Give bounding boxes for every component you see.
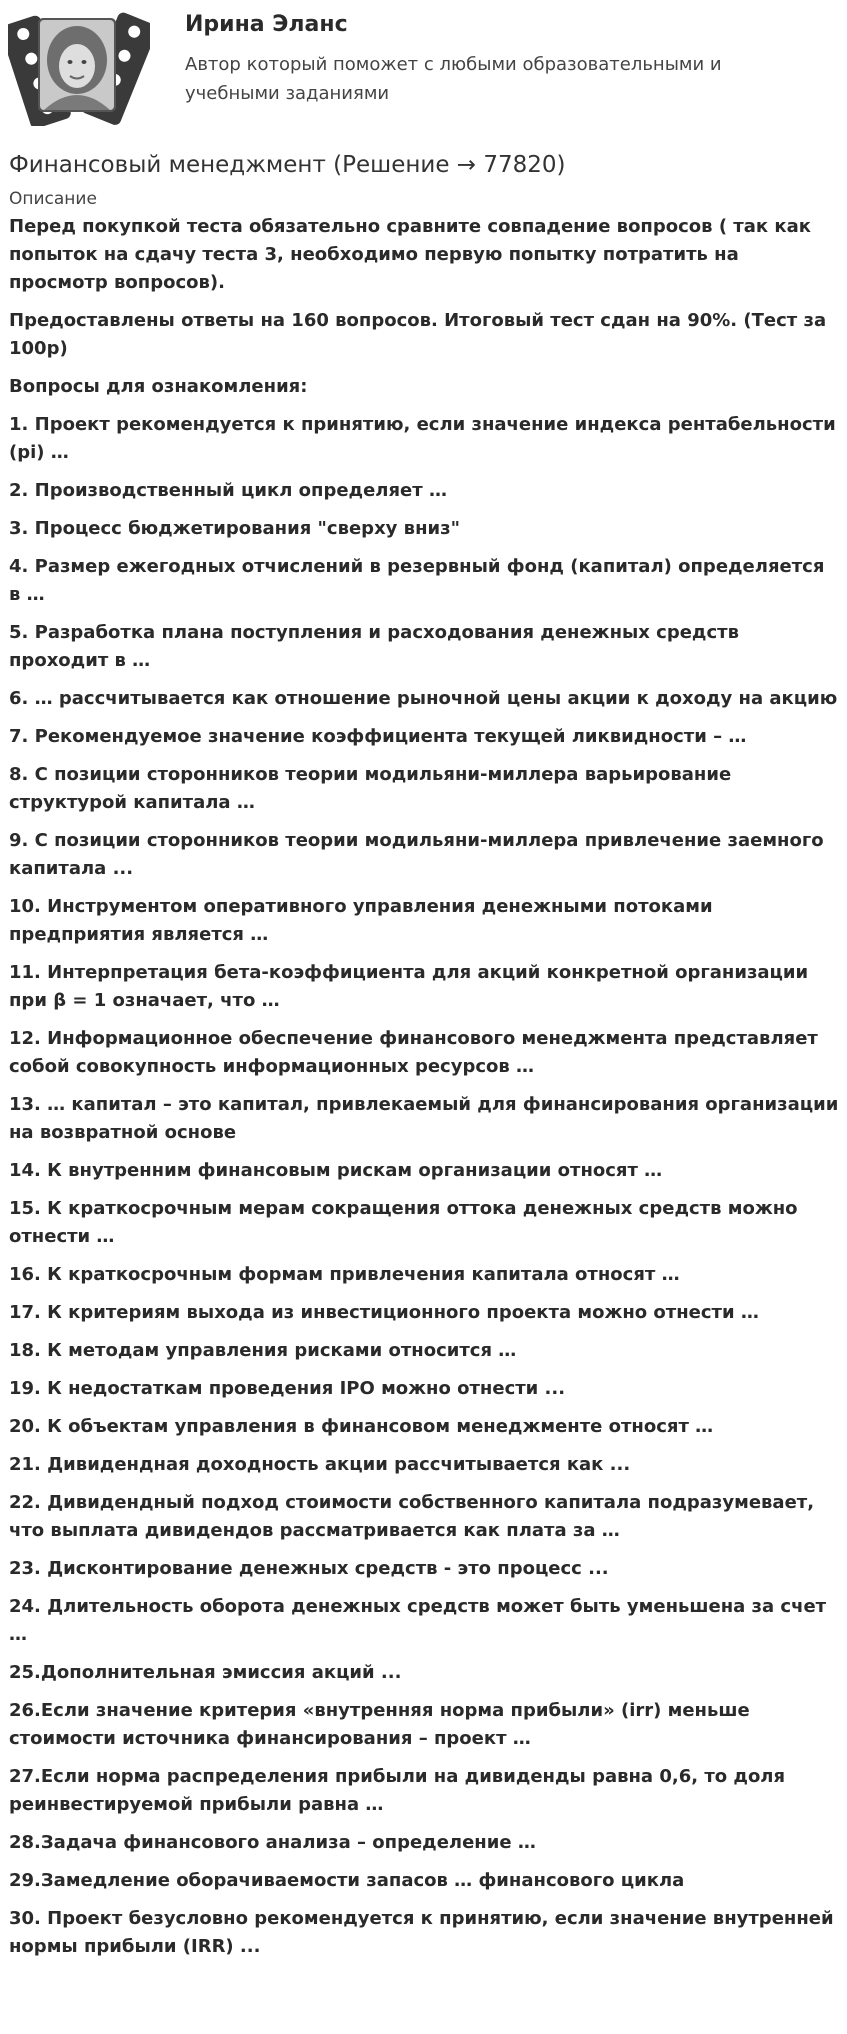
page-title: Финансовый менеджмент (Решение → 77820) (9, 152, 566, 178)
list-item: 2. Производственный цикл определяет … (9, 480, 447, 501)
list-item: 9. С позиции сторонников теории модильяни-миллера привлечение заемного капитала ... (9, 830, 824, 879)
list-item: 13. … капитал – это капитал, привлекаемый для финансирования организации на возвратной основе (9, 1094, 839, 1143)
list-item: 21. Дивидендная доходность акции рассчитывается как ... (9, 1454, 631, 1475)
list-item: 10. Инструментом оперативного управления денежными потоками предприятия является … (9, 896, 713, 945)
list-item: 19. К недостаткам проведения IPO можно отнести ... (9, 1378, 566, 1399)
list-item: 22. Дивидендный подход стоимости собственного капитала подразумевает, что выплата дивидендов рассматривается как плата за … (9, 1492, 815, 1541)
list-item: 14. К внутренним финансовым рискам организации относят … (9, 1160, 663, 1181)
list-item: 17. К критериям выхода из инвестиционного проекта можно отнести … (9, 1302, 759, 1323)
list-item: 6. … рассчитывается как отношение рыночной цены акции к доходу на акцию (9, 688, 838, 709)
list-item: 20. К объектам управления в финансовом менеджменте относят … (9, 1416, 714, 1437)
list-item: 5. Разработка плана поступления и расходования денежных средств проходит в … (9, 622, 739, 671)
list-item: 26.Если значение критерия «внутренняя норма прибыли» (irr) меньше стоимости источника финансирования – проект … (9, 1700, 750, 1749)
author-description: Автор который поможет с любыми образовательными и учебными заданиями (185, 54, 722, 104)
info-paragraph: Предоставлены ответы на 160 вопросов. Итоговый тест сдан на 90%. (Тест за 100р) (9, 310, 827, 359)
list-item: 12. Информационное обеспечение финансового менеджмента представляет собой совокупность информационных ресурсов … (9, 1028, 818, 1077)
author-header (0, 0, 847, 140)
intro-paragraph: Перед покупкой теста обязательно сравните совпадение вопросов ( так как попыток на сдачу теста 3, необходимо первую попытку потратить на просмотр вопросов). (9, 216, 811, 293)
questions-list (9, 411, 839, 1961)
list-item: 3. Процесс бюджетирования "сверху вниз" (9, 518, 460, 539)
list-item: 27.Если норма распределения прибыли на дивиденды равна 0,6, то доля реинвестируемой прибыли равна … (9, 1766, 786, 1815)
list-item: 15. К краткосрочным мерам сокращения оттока денежных средств можно отнести … (9, 1198, 798, 1247)
description-content (9, 148, 839, 1971)
list-item: 8. С позиции сторонников теории модильяни-миллера варьирование структурой капитала … (9, 764, 732, 813)
questions-heading: Вопросы для ознакомления: (9, 376, 308, 397)
list-item: 7. Рекомендуемое значение коэффициента текущей ликвидности – … (9, 726, 747, 747)
list-item: 18. К методам управления рисками относится … (9, 1340, 517, 1361)
list-item: 30. Проект безусловно рекомендуется к принятию, если значение внутренней нормы прибыли (IRR) ... (9, 1908, 834, 1957)
list-item: 25.Дополнительная эмиссия акций ... (9, 1662, 402, 1683)
list-item: 16. К краткосрочным формам привлечения капитала относят … (9, 1264, 680, 1285)
list-item: 1. Проект рекомендуется к принятию, если значение индекса рентабельности (pi) … (9, 414, 836, 463)
section-label-description: Описание (9, 189, 97, 209)
list-item: 23. Дисконтирование денежных средств - это процесс ... (9, 1558, 609, 1579)
list-item: 29.Замедление оборачиваемости запасов … финансового цикла (9, 1870, 685, 1891)
avatar[interactable] (8, 8, 150, 126)
avatar-film-frame-image (8, 8, 150, 126)
list-item: 24. Длительность оборота денежных средств может быть уменьшена за счет … (9, 1596, 827, 1645)
list-item: 28.Задача финансового анализа – определение … (9, 1832, 536, 1853)
list-item: 4. Размер ежегодных отчислений в резервный фонд (капитал) определяется в … (9, 556, 825, 605)
list-item: 11. Интерпретация бета-коэффициента для акций конкретной организации при β = 1 означает, что … (9, 962, 809, 1011)
author-name[interactable]: Ирина Эланс (185, 12, 348, 37)
